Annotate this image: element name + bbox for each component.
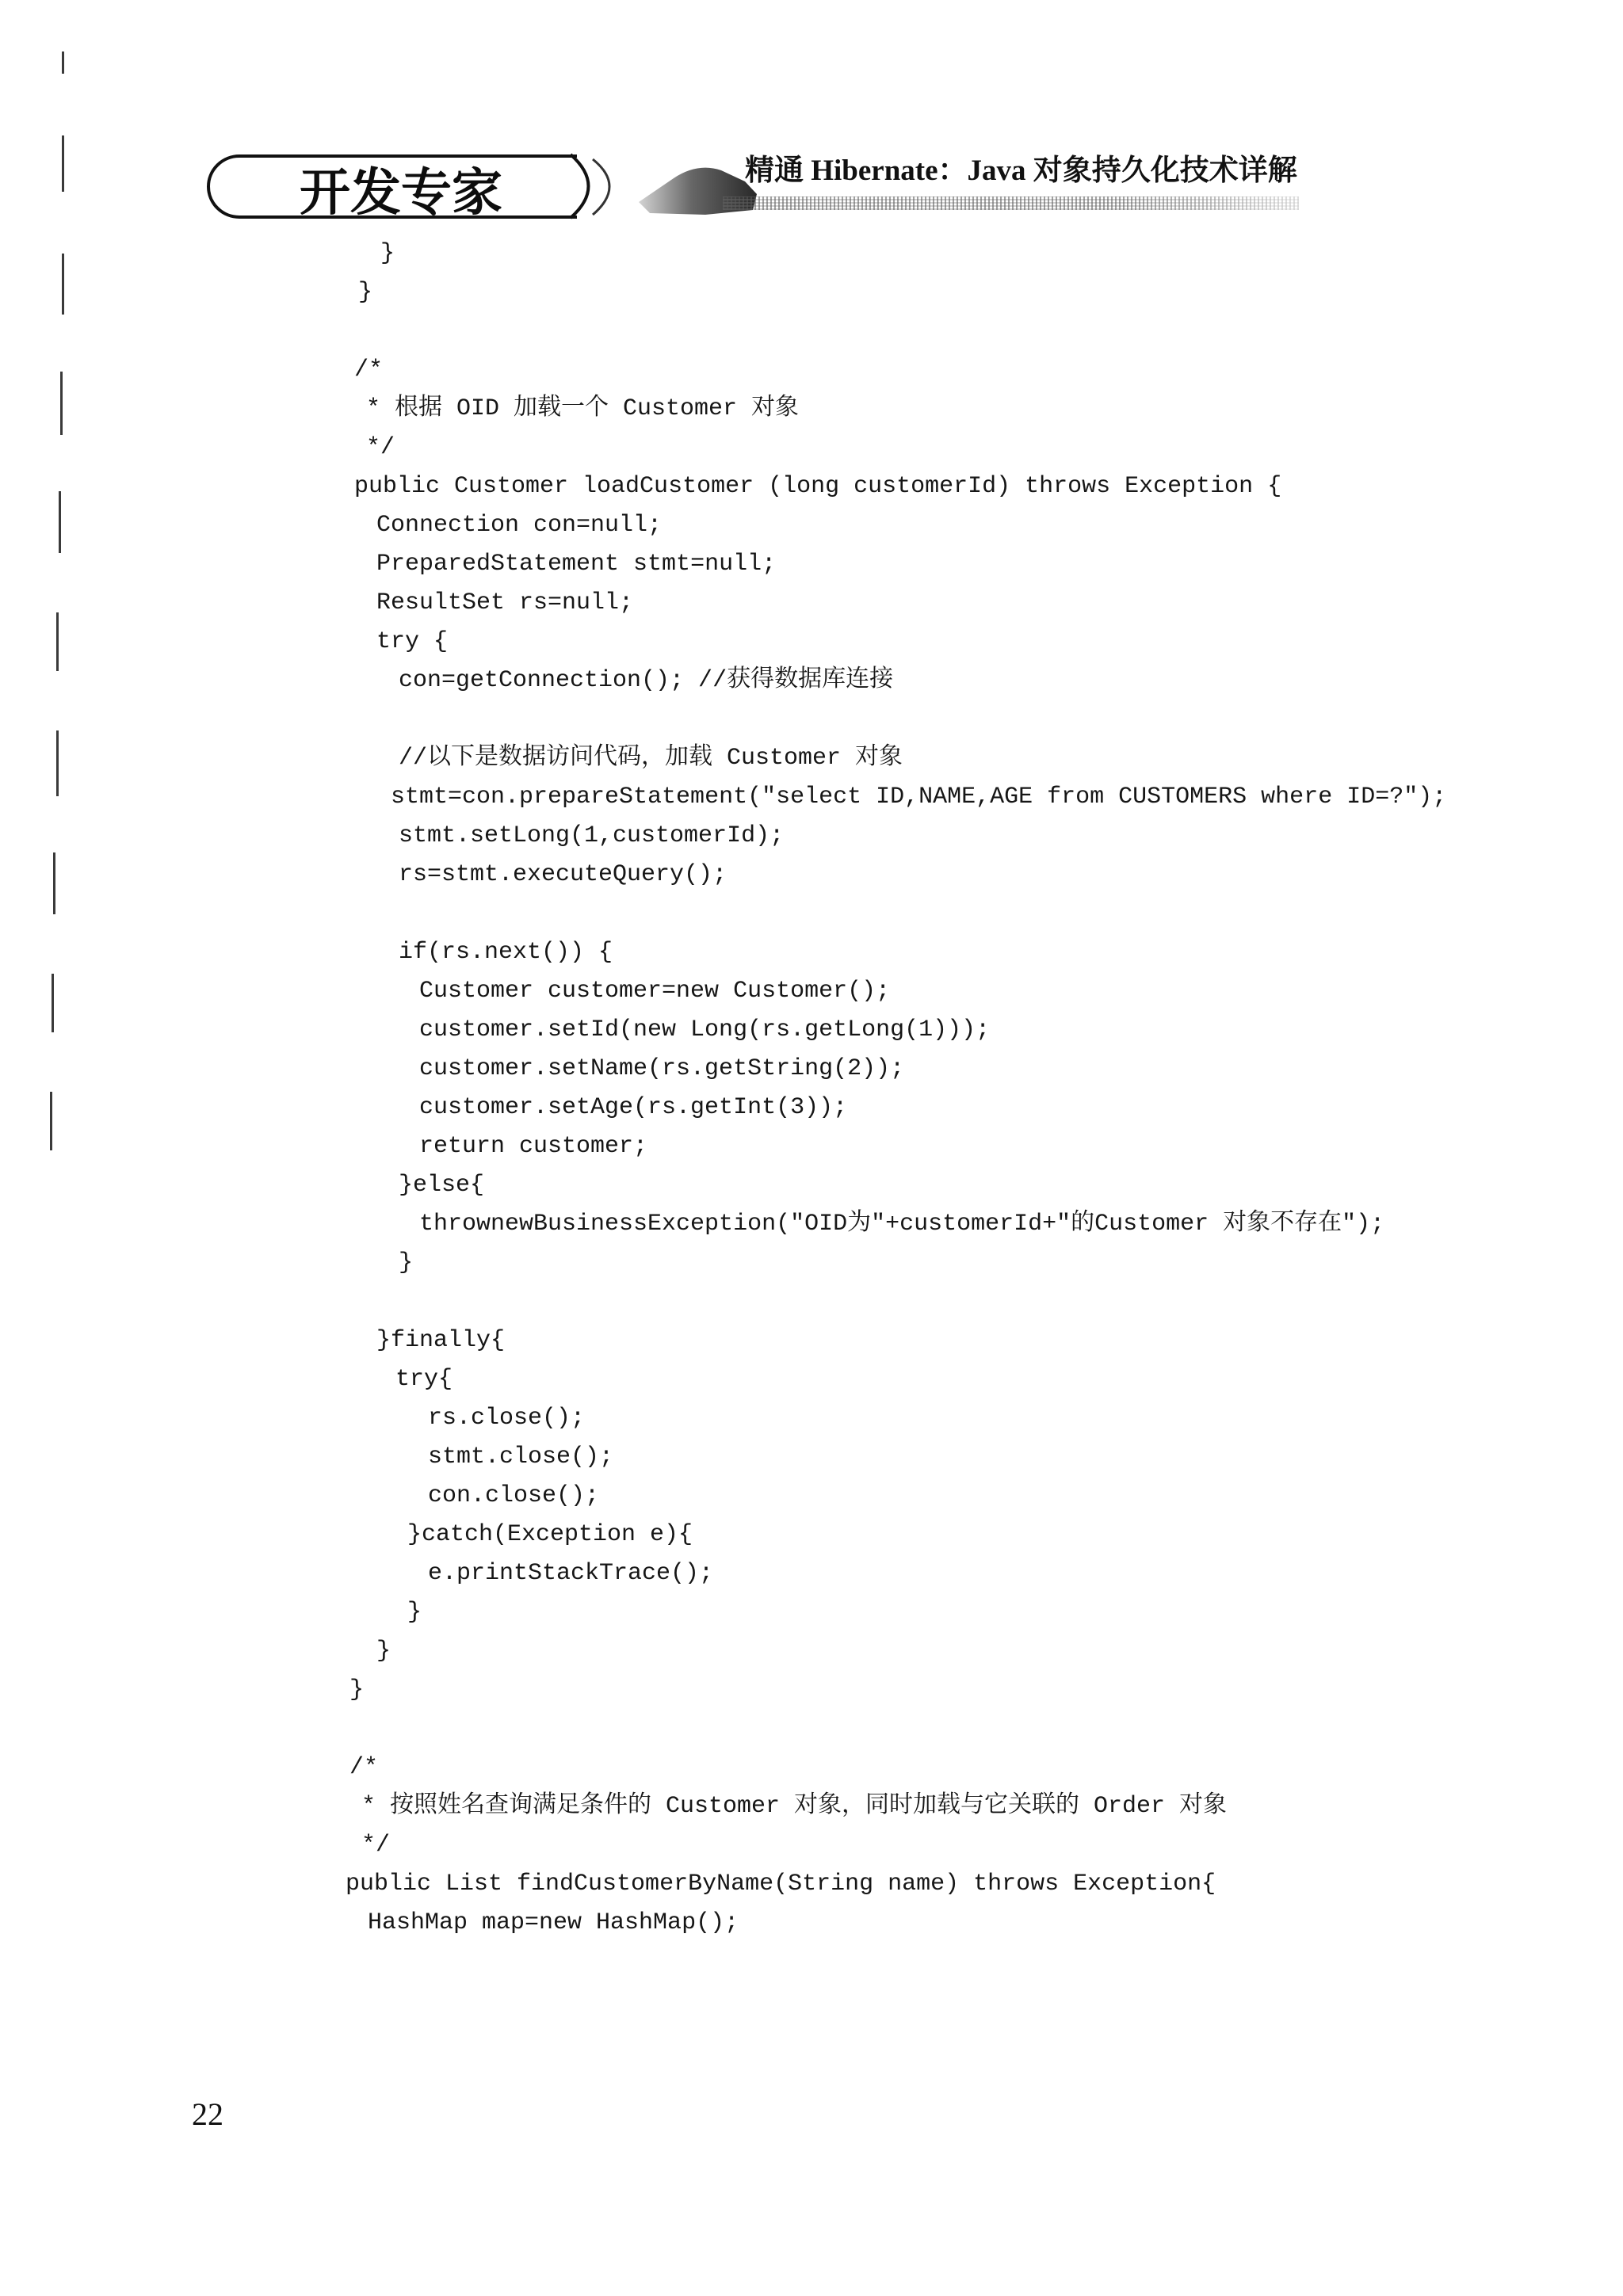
- blank-line: [0, 1710, 1623, 1749]
- code-line: stmt=con.prepareStatement("select ID,NAME,AGE from CUSTOMERS where ID=?");: [391, 784, 1447, 810]
- blank-line: [0, 700, 1623, 739]
- code-line: }: [399, 1249, 414, 1276]
- code-line: Connection con=null;: [376, 512, 663, 539]
- code-line: con=getConnection(); //获得数据库连接: [399, 667, 894, 694]
- code-line: stmt.setLong(1,customerId);: [399, 822, 785, 849]
- code-line: try {: [376, 628, 449, 655]
- code-line: */: [366, 434, 395, 461]
- code-line: ResultSet rs=null;: [376, 589, 634, 616]
- code-line: }else{: [399, 1172, 485, 1199]
- book-title: 精通 Hibernate：Java 对象持久化技术详解: [745, 154, 1297, 187]
- code-line: }: [358, 279, 373, 306]
- code-line: public Customer loadCustomer (long customerId) throws Exception {: [354, 473, 1282, 500]
- code-line: customer.setName(rs.getString(2));: [419, 1055, 905, 1082]
- margin-scan-mark: [62, 135, 64, 192]
- code-line: Customer customer=new Customer();: [419, 978, 891, 1005]
- code-line: e.printStackTrace();: [428, 1560, 714, 1587]
- code-line: public List findCustomerByName(String name) throws Exception{: [346, 1871, 1216, 1897]
- code-line: */: [361, 1832, 391, 1859]
- code-line: customer.setAge(rs.getInt(3));: [419, 1094, 848, 1121]
- logo-ornament: [571, 154, 589, 218]
- blank-line: [0, 1283, 1623, 1322]
- code-line: }finally{: [376, 1327, 506, 1354]
- code-line: return customer;: [419, 1133, 648, 1160]
- code-line: rs=stmt.executeQuery();: [399, 861, 727, 888]
- series-logo-text: 开发专家: [300, 164, 502, 223]
- code-line: customer.setId(new Long(rs.getLong(1)));: [419, 1016, 991, 1043]
- series-logo: [198, 147, 761, 226]
- blank-line: [0, 312, 1623, 351]
- code-comment: //以下是数据访问代码，加载 Customer 对象: [399, 745, 903, 772]
- code-line: }: [349, 1676, 365, 1703]
- code-line: if(rs.next()) {: [399, 939, 613, 966]
- code-line: rs.close();: [428, 1405, 586, 1432]
- code-line: /*: [349, 1754, 379, 1781]
- code-line: }: [376, 1638, 391, 1665]
- page-number: 22: [192, 2096, 223, 2132]
- code-line: /*: [354, 357, 384, 383]
- logo-ornament: [593, 159, 609, 215]
- code-line: }: [380, 240, 395, 267]
- blank-line: [0, 894, 1623, 933]
- code-line: }: [407, 1599, 422, 1626]
- code-line: con.close();: [428, 1482, 600, 1509]
- margin-scan-mark: [62, 51, 64, 74]
- code-comment: * 根据 OID 加载一个 Customer 对象: [366, 395, 800, 422]
- code-line: PreparedStatement stmt=null;: [376, 551, 777, 578]
- code-line: thrownewBusinessException("OID为"+customerId+"的Customer 对象不存在");: [419, 1211, 1385, 1238]
- code-listing: [0, 235, 1623, 1943]
- code-comment: * 按照姓名查询满足条件的 Customer 对象，同时加载与它关联的 Order 对象: [361, 1793, 1228, 1820]
- code-line: }catch(Exception e){: [407, 1521, 693, 1548]
- code-line: HashMap map=new HashMap();: [368, 1909, 739, 1936]
- code-line: try{: [395, 1366, 453, 1393]
- code-line: stmt.close();: [428, 1444, 614, 1470]
- title-underline-band: [723, 196, 1299, 210]
